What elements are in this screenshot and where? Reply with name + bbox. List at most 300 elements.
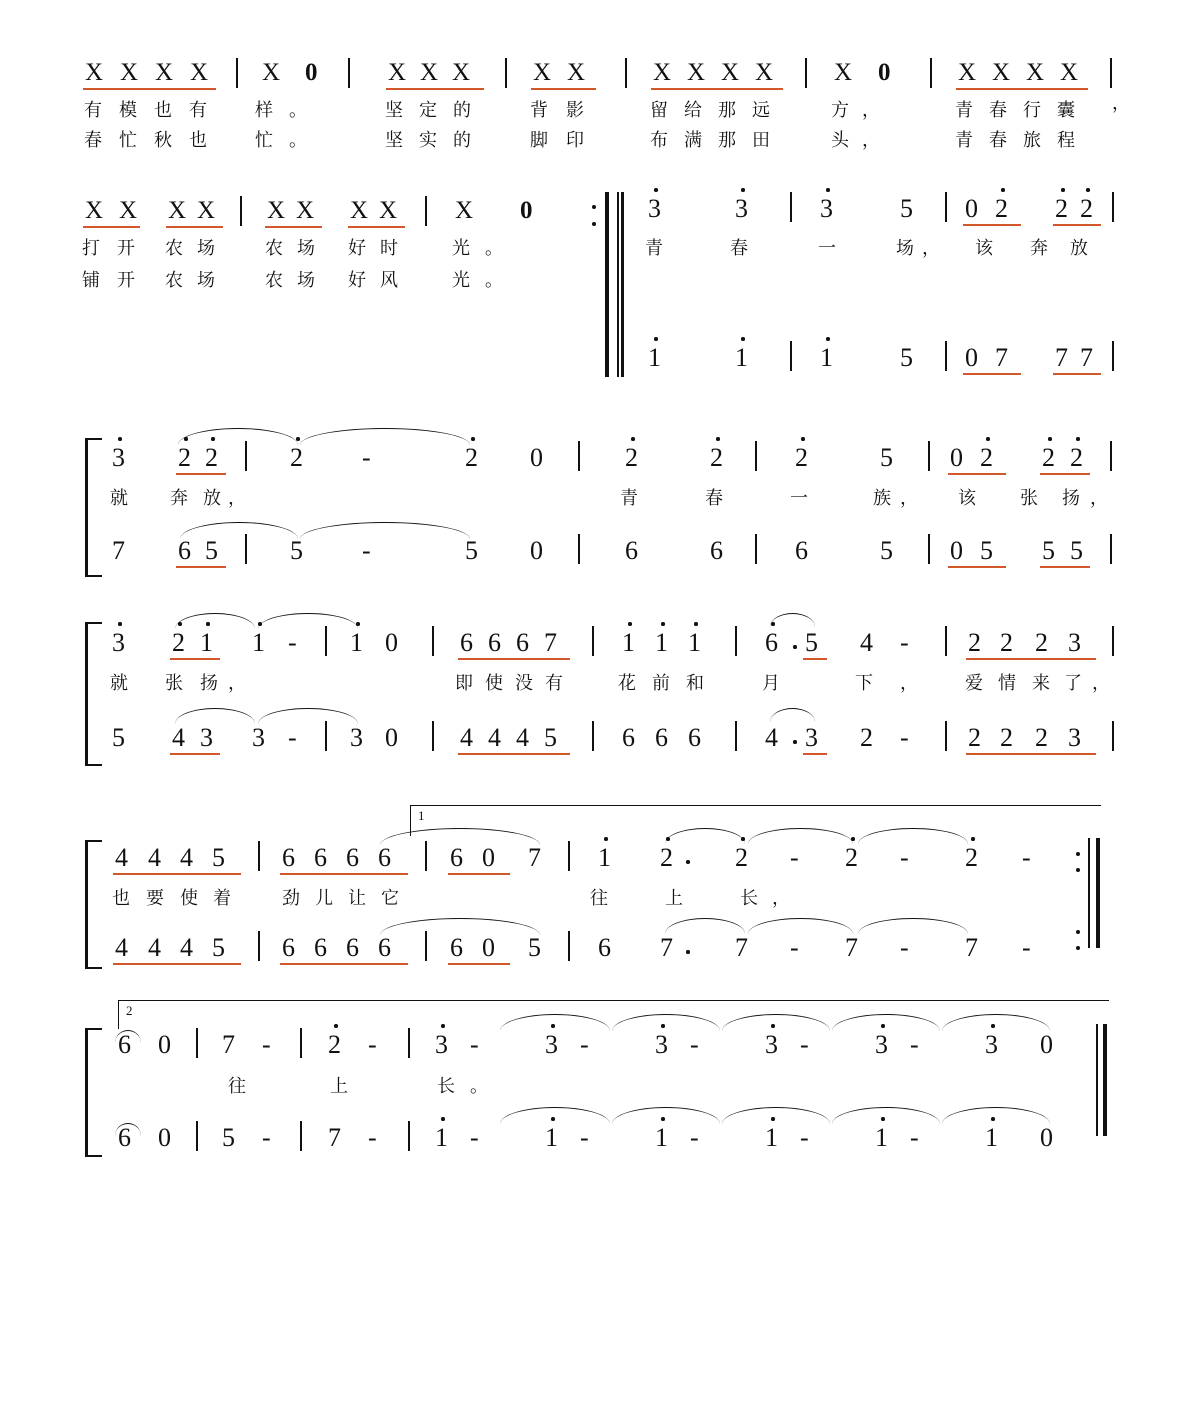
barline: [945, 721, 947, 751]
lyric: 。: [289, 130, 307, 151]
note: 4: [148, 933, 161, 962]
beam: [803, 658, 827, 660]
lyric: 光: [452, 238, 470, 259]
note: X: [267, 197, 286, 224]
note: 0: [305, 59, 318, 86]
note: 2: [965, 843, 978, 872]
barline: [735, 626, 737, 656]
barline: [568, 931, 570, 961]
repeat-dot: [1076, 930, 1080, 934]
repeat-dot: [1076, 868, 1080, 872]
barline: [805, 58, 807, 88]
beam: [170, 658, 220, 660]
lyric: 那: [718, 130, 736, 151]
lyric: ，: [1090, 488, 1108, 509]
lyric: 的: [453, 130, 471, 151]
note: 2: [980, 443, 993, 472]
beam: [176, 566, 226, 568]
note: -: [470, 1030, 479, 1059]
note: 6: [598, 933, 611, 962]
note: 5: [1070, 536, 1083, 565]
octave-dot: [1048, 437, 1052, 441]
note: 1: [875, 1123, 888, 1152]
note: 6: [655, 723, 668, 752]
lyric: 农: [265, 270, 283, 291]
note: 1: [252, 628, 265, 657]
octave-dot: [741, 188, 745, 192]
note: 6: [488, 628, 501, 657]
barline: [196, 1028, 198, 1058]
barline: [425, 931, 427, 961]
repeat-end-thick-bar: [1096, 838, 1100, 948]
note: X: [653, 59, 672, 86]
beam: [458, 753, 570, 755]
note: 6: [688, 723, 701, 752]
octave-dot: [118, 622, 122, 626]
lyric: 田: [752, 130, 770, 151]
note: 4: [488, 723, 501, 752]
lyric: 那: [718, 100, 736, 121]
note: 1: [545, 1123, 558, 1152]
lyric: 来: [1032, 673, 1050, 694]
note: X: [120, 59, 139, 86]
barline: [945, 626, 947, 656]
lyric: 背: [530, 100, 548, 121]
lyric: 有: [545, 673, 563, 694]
octave-dot: [654, 337, 658, 341]
beam: [1040, 566, 1090, 568]
lyric: 农: [165, 238, 183, 259]
lyric: 该: [958, 488, 976, 509]
repeat-start-thick-bar: [605, 192, 609, 377]
slur: [770, 708, 815, 722]
note: X: [388, 59, 407, 86]
lyric: 花: [618, 673, 636, 694]
note: 2: [860, 723, 873, 752]
lyric: 打: [82, 238, 100, 259]
octave-dot: [826, 188, 830, 192]
barline: [408, 1121, 410, 1151]
note: 5: [880, 536, 893, 565]
note: 0: [530, 443, 543, 472]
note: -: [288, 628, 297, 657]
note: 4: [172, 723, 185, 752]
note: 2: [995, 194, 1008, 223]
lyric: 春: [730, 238, 748, 259]
note: 4: [460, 723, 473, 752]
note: 1: [985, 1123, 998, 1152]
lyric: ，: [900, 673, 918, 694]
note: X: [992, 59, 1011, 86]
note: 4: [180, 843, 193, 872]
note: 7: [222, 1030, 235, 1059]
lyric: 忙: [119, 130, 137, 151]
lyric: 它: [381, 888, 399, 909]
octave-dot: [661, 622, 665, 626]
slur: [770, 613, 815, 627]
note: X: [119, 197, 138, 224]
lyric: 往: [228, 1076, 246, 1097]
beam: [265, 226, 322, 228]
note: 4: [115, 843, 128, 872]
note: -: [1022, 933, 1031, 962]
repeat-dot: [592, 222, 596, 226]
barline: [1112, 341, 1114, 371]
lyric: 儿: [315, 888, 333, 909]
lyric: 场: [896, 238, 914, 259]
lyric: 旅: [1023, 130, 1041, 151]
note: -: [900, 843, 909, 872]
lyric: 着: [213, 888, 231, 909]
lyric: 也: [189, 130, 207, 151]
note: 2: [968, 628, 981, 657]
note: -: [262, 1030, 271, 1059]
beam: [963, 373, 1021, 375]
note: 2: [1070, 443, 1083, 472]
lyric: 满: [684, 130, 702, 151]
note: 6: [460, 628, 473, 657]
slur: [175, 613, 255, 629]
lyric: 使: [485, 673, 503, 694]
note: 1: [655, 1123, 668, 1152]
note: 2: [205, 443, 218, 472]
note: 5: [805, 628, 818, 657]
note: 1: [598, 843, 611, 872]
note: -: [690, 1030, 699, 1059]
note: 7: [1055, 343, 1068, 372]
note: 7: [735, 933, 748, 962]
note: 4: [148, 843, 161, 872]
lyric: 头: [831, 130, 849, 151]
lyric: 秋: [154, 130, 172, 151]
note: 1: [765, 1123, 778, 1152]
note: 3: [112, 443, 125, 472]
barline: [790, 341, 792, 371]
lyric: 放: [203, 488, 221, 509]
lyric: 扬: [1062, 488, 1080, 509]
lyric: 风: [380, 270, 398, 291]
barline: [325, 721, 327, 751]
note: 6: [450, 843, 463, 872]
beam: [803, 753, 827, 755]
barline: [240, 196, 242, 226]
lyric: 场: [197, 270, 215, 291]
beam: [386, 88, 484, 90]
note: 6: [282, 843, 295, 872]
barline: [945, 341, 947, 371]
lyric: 青: [620, 488, 638, 509]
voice-brace: [85, 622, 102, 766]
dotted-rhythm-dot: [686, 950, 690, 954]
note: 2: [465, 443, 478, 472]
note: 5: [880, 443, 893, 472]
beam: [948, 473, 1006, 475]
barline: [568, 841, 570, 871]
lyric: 让: [348, 888, 366, 909]
note: 2: [1000, 628, 1013, 657]
lyric: 的: [453, 100, 471, 121]
barline: [245, 441, 247, 471]
dotted-rhythm-dot: [793, 740, 797, 744]
slur: [258, 613, 358, 629]
note: 2: [795, 443, 808, 472]
lyric: 实: [419, 130, 437, 151]
note: 7: [544, 628, 557, 657]
note: 1: [688, 628, 701, 657]
slur: [500, 1107, 610, 1124]
barline: [258, 931, 260, 961]
octave-dot: [826, 337, 830, 341]
beam: [448, 873, 510, 875]
lyric: 使: [180, 888, 198, 909]
note: 3: [648, 194, 661, 223]
note: -: [262, 1123, 271, 1152]
lyric: 张: [1020, 488, 1038, 509]
lyric: 下: [855, 673, 873, 694]
octave-dot: [741, 337, 745, 341]
lyric: ，: [228, 673, 246, 694]
barline: [325, 626, 327, 656]
note: 0: [950, 443, 963, 472]
octave-dot: [986, 437, 990, 441]
dotted-rhythm-dot: [793, 645, 797, 649]
note: 0: [965, 194, 978, 223]
note: 7: [660, 933, 673, 962]
octave-dot: [971, 837, 975, 841]
barline: [425, 841, 427, 871]
slur: [665, 918, 745, 934]
first-ending-bracket: [410, 805, 1101, 836]
lyric: 忙: [255, 130, 273, 151]
barline: [1110, 534, 1112, 564]
lyric: ，: [862, 100, 880, 121]
slur: [942, 1107, 1050, 1124]
lyric: 农: [165, 270, 183, 291]
slur: [832, 1107, 940, 1124]
lyric: 影: [566, 100, 584, 121]
note: X: [452, 59, 471, 86]
note: 0: [965, 343, 978, 372]
barline: [578, 441, 580, 471]
octave-dot: [1076, 437, 1080, 441]
note: 3: [350, 723, 363, 752]
note: 6: [118, 1123, 131, 1152]
note: 5: [212, 933, 225, 962]
note: 0: [482, 843, 495, 872]
note: X: [168, 197, 187, 224]
note: X: [687, 59, 706, 86]
note: 5: [465, 536, 478, 565]
lyric: 就: [110, 673, 128, 694]
octave-dot: [716, 437, 720, 441]
barline: [1112, 192, 1114, 222]
note: 7: [112, 536, 125, 565]
barline: [348, 58, 350, 88]
note: 0: [520, 197, 533, 224]
note: X: [533, 59, 552, 86]
lyric: ，: [900, 488, 918, 509]
lyric: 。: [485, 270, 503, 291]
repeat-dot: [592, 205, 596, 209]
beam: [348, 226, 405, 228]
note: -: [800, 1030, 809, 1059]
lyric: 印: [566, 130, 584, 151]
lyric: 族: [873, 488, 891, 509]
lyric: 方: [831, 100, 849, 121]
note: 0: [1040, 1123, 1053, 1152]
lyric: 行: [1023, 100, 1041, 121]
note: X: [85, 197, 104, 224]
beam: [963, 224, 1021, 226]
slur: [380, 918, 540, 935]
octave-dot: [628, 622, 632, 626]
barline: [755, 441, 757, 471]
note: X: [1026, 59, 1045, 86]
note: 1: [655, 628, 668, 657]
slur: [180, 522, 298, 539]
beam: [651, 88, 783, 90]
note: 3: [252, 723, 265, 752]
barline: [578, 534, 580, 564]
lyric: 。: [485, 238, 503, 259]
note: -: [690, 1123, 699, 1152]
note: X: [350, 197, 369, 224]
beam: [1040, 473, 1090, 475]
ending-number: 1: [418, 808, 425, 823]
lyric: 场: [197, 238, 215, 259]
beam: [176, 473, 226, 475]
final-thick-bar: [1103, 1024, 1107, 1136]
note: X: [721, 59, 740, 86]
note: 1: [622, 628, 635, 657]
note: 6: [450, 933, 463, 962]
lyric: 前: [652, 673, 670, 694]
lyric: 开: [117, 270, 135, 291]
note: 5: [112, 723, 125, 752]
note: 4: [860, 628, 873, 657]
lyric: 囊: [1057, 100, 1075, 121]
note: -: [790, 933, 799, 962]
note: 6: [346, 933, 359, 962]
lyric: ，: [862, 130, 880, 151]
note: -: [368, 1030, 377, 1059]
barline: [432, 626, 434, 656]
note: -: [800, 1123, 809, 1152]
octave-dot: [604, 837, 608, 841]
octave-dot: [1001, 188, 1005, 192]
lyric: 有: [189, 100, 207, 121]
note: 4: [180, 933, 193, 962]
barline: [755, 534, 757, 564]
beam: [1053, 224, 1101, 226]
slur: [178, 428, 298, 445]
note: 3: [735, 194, 748, 223]
note: 6: [625, 536, 638, 565]
lyric: 春: [84, 130, 102, 151]
note: X: [379, 197, 398, 224]
note: 3: [435, 1030, 448, 1059]
lyric: 坚: [385, 130, 403, 151]
note: 7: [1080, 343, 1093, 372]
octave-dot: [471, 437, 475, 441]
lyric: ，: [772, 888, 790, 909]
barline: [790, 192, 792, 222]
note: 2: [1000, 723, 1013, 752]
note: 5: [212, 843, 225, 872]
note: 1: [435, 1123, 448, 1152]
lyric: 一: [790, 488, 808, 509]
note: 0: [950, 536, 963, 565]
lyric: 。: [470, 1076, 488, 1097]
lyric: 春: [989, 100, 1007, 121]
note: X: [567, 59, 586, 86]
lyric: 好: [348, 238, 366, 259]
lyric: 往: [590, 888, 608, 909]
note: X: [755, 59, 774, 86]
note: 5: [222, 1123, 235, 1152]
note: -: [362, 443, 371, 472]
note: 6: [622, 723, 635, 752]
beam: [166, 226, 223, 228]
lyric: 好: [348, 270, 366, 291]
octave-dot: [654, 188, 658, 192]
lyric: 程: [1057, 130, 1075, 151]
octave-dot: [296, 437, 300, 441]
note: -: [900, 628, 909, 657]
lyric: ，: [922, 238, 940, 259]
note: 5: [544, 723, 557, 752]
note: 6: [516, 628, 529, 657]
note: 6: [795, 536, 808, 565]
beam: [280, 873, 408, 875]
octave-dot: [801, 437, 805, 441]
beam: [170, 753, 220, 755]
ending-number: 2: [126, 1003, 133, 1018]
repeat-dot: [1076, 852, 1080, 856]
slur: [258, 708, 358, 724]
note: 2: [1035, 628, 1048, 657]
barline: [425, 196, 427, 226]
note: 2: [290, 443, 303, 472]
lyric: 留: [650, 100, 668, 121]
lyric: 青: [955, 130, 973, 151]
note: 4: [765, 723, 778, 752]
note: 2: [968, 723, 981, 752]
note: 2: [1055, 194, 1068, 223]
note: 1: [648, 343, 661, 372]
note: -: [580, 1123, 589, 1152]
note: 6: [314, 933, 327, 962]
lyric: 布: [650, 130, 668, 151]
note: 0: [385, 628, 398, 657]
lyric: 青: [645, 238, 663, 259]
lyric: 没: [515, 673, 533, 694]
note: 1: [200, 628, 213, 657]
note: 2: [1080, 194, 1093, 223]
note: 0: [385, 723, 398, 752]
lyric: 给: [684, 100, 702, 121]
note: 1: [820, 343, 833, 372]
note: 2: [1035, 723, 1048, 752]
slur: [612, 1107, 720, 1124]
note: 6: [282, 933, 295, 962]
note: -: [900, 723, 909, 752]
beam: [531, 88, 596, 90]
voice-brace: [85, 438, 102, 577]
lyric: 即: [455, 673, 473, 694]
note: -: [368, 1123, 377, 1152]
barline: [300, 1121, 302, 1151]
